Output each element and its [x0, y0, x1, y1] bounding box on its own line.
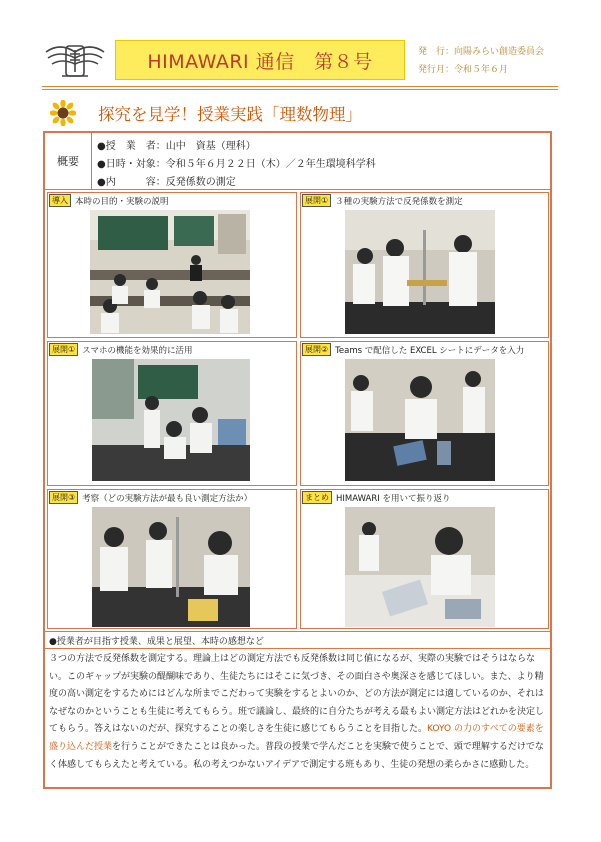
reflection-body [49, 651, 549, 774]
header-divider [42, 86, 558, 87]
smartphone-photo [92, 359, 250, 481]
issue-date-text: 発行月：令和５年６月 [418, 65, 509, 75]
section-heading: 探究を見学！授業実践「理数物理」 [98, 105, 362, 124]
caption-intro [49, 194, 169, 207]
summary-line-datetime: ●日時・対象：令和５年６月２２日（木）／２年生環境科学科 [97, 159, 376, 170]
caption-dev1a [302, 194, 463, 207]
reflection-divider [45, 648, 550, 649]
stage-tag: 展開② [302, 343, 331, 356]
summary-divider [45, 189, 550, 190]
newsletter-title: HIMAWARI 通信 第８号 [147, 50, 373, 73]
tablet-data-photo [345, 359, 495, 481]
stage-tag: 導入 [49, 194, 71, 207]
discussion-photo [92, 507, 250, 627]
caption-text: 本時の目的・実験の説明 [75, 196, 169, 207]
summary-label: 概要 [45, 133, 92, 189]
publisher-text: 発 行：向陽みらい創造委員会 [418, 47, 545, 57]
header-divider [42, 89, 558, 90]
sunflower-icon [50, 100, 76, 126]
caption-text: ３種の実験方法で反発係数を測定 [335, 196, 463, 207]
caption-text: 考察（どの実験方法が最も良い測定方法か） [82, 493, 253, 504]
reflection-paragraph: を行うことができたことは良かった。普段の授業で学んだことを実験で使うことで、頭で理解するだけでなく体感してもらえたと考えている。私の考えつかないアイデアで測定する班もあり、生徒の発想の柔らかさに感動した。 [49, 741, 544, 770]
caption-dev3 [49, 491, 252, 504]
caption-dev2 [302, 343, 524, 356]
reflection-highlight: KOYO の力のすべての要素を盛り込んだ授業 [49, 724, 544, 752]
caption-text: Teams で配信した EXCEL シートにデータを入力 [335, 345, 525, 356]
caption-summary [302, 491, 450, 504]
reflection-divider [45, 631, 550, 632]
stage-tag: 展開① [302, 194, 331, 207]
caption-dev1b [49, 343, 193, 356]
reflection-photo [345, 507, 495, 627]
school-logo-icon [44, 38, 106, 82]
newsletter-title-box [115, 40, 405, 80]
summary-line-content: ●内 容：反発係数の測定 [97, 177, 236, 188]
stage-tag: 展開③ [49, 491, 78, 504]
summary-line-teacher: ●授 業 者：山中 資基（理科） [97, 141, 256, 152]
reflection-heading: ●授業者が目指す授業、成果と展望、本時の感想など [49, 637, 264, 647]
lab-measurement-photo [345, 210, 495, 334]
stage-tag: 展開① [49, 343, 78, 356]
caption-text: スマホの機能を効果的に活用 [82, 345, 193, 356]
reflection-paragraph: ３つの方法で反発係数を測定する。理論上はどの測定方法でも反発係数は同じ値になるが、実際の実験ではそうはならない。このギャップが実験の醍醐味であり、生徒たちにはそこに気づき、その面白さや奥深さを感じてほしい。また、より精度の高い測定をするためにはどんな所までこだわって実験をするとよいのか、どの方法が測定には適しているのか、それはなぜなのかということも生徒に考えてもらう。班で議論し、最終的に自分たちが考える最もよい測定方法はどれかを決定してもらう。答えはないのだが、探究することの楽しさを生徒に感じてもらうことを目指した。 [49, 654, 545, 735]
classroom-photo [90, 210, 250, 334]
stage-tag: まとめ [302, 491, 332, 504]
caption-text: HIMAWARI を用いて振り返り [336, 493, 451, 504]
